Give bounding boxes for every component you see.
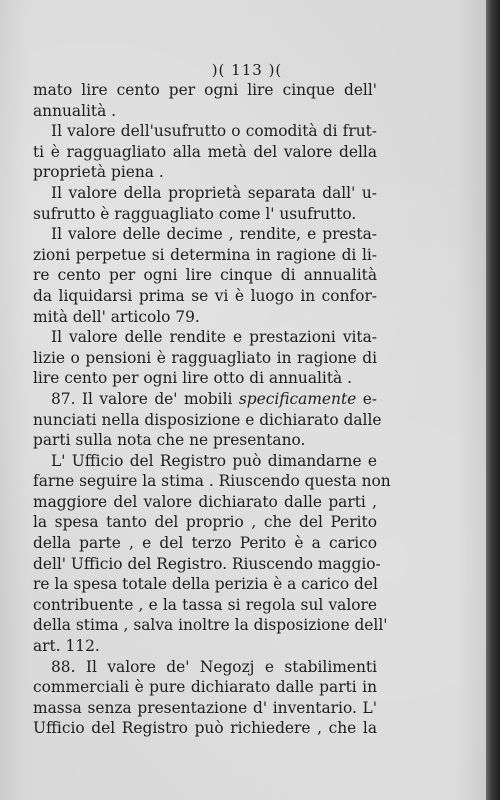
text-line-content: Il valore della proprietà separata dall' u- bbox=[51, 183, 377, 202]
text-line bbox=[33, 410, 382, 431]
text-line-content: ti è ragguagliato alla metà del valore della bbox=[33, 142, 377, 161]
text-line bbox=[33, 492, 377, 513]
text-line-content: della stima , salva inoltre la disposizione dell' bbox=[33, 616, 388, 635]
text-line-content: re la spesa totale della perizia è a carico del bbox=[33, 575, 378, 594]
text-line-content: 88. Il valore de' Negozj e stabilimenti bbox=[51, 657, 377, 676]
text-line-content: farne seguire la stima . Riuscendo questa non bbox=[33, 472, 391, 491]
text-line-content: massa senza presentazione d' inventario. L' bbox=[33, 698, 377, 717]
text-line bbox=[33, 615, 388, 636]
text-line bbox=[33, 101, 377, 122]
text-line-content: nunciati nella disposizione e dichiarato dalle bbox=[33, 410, 382, 429]
text-line bbox=[33, 718, 377, 739]
text-line bbox=[33, 80, 377, 101]
text-line-content: proprietà piena . bbox=[33, 163, 164, 182]
text-line bbox=[33, 307, 377, 328]
text-line-content: L' Ufficio del Registro può dimandarne e bbox=[51, 451, 377, 470]
text-line-content: Il valore dell'usufrutto o comodità di frut- bbox=[51, 122, 377, 141]
text-line-content: re cento per ogni lire cinque di annualità bbox=[33, 266, 377, 285]
text-line bbox=[33, 636, 377, 657]
text-line-content: parti sulla nota che ne presentano. bbox=[33, 431, 306, 450]
text-line-content: dell' Ufficio del Registro. Riuscendo maggio- bbox=[33, 554, 381, 573]
text-line-content: annualità . bbox=[33, 101, 117, 120]
text-line-content: della parte , e del terzo Perito è a carico bbox=[33, 534, 377, 553]
text-line-content: zioni perpetue si determina in ragione di li- bbox=[33, 245, 377, 264]
text-line-content: contribuente , e la tassa si regola sul valore bbox=[33, 595, 377, 614]
text-line bbox=[33, 348, 377, 369]
text-line bbox=[33, 265, 377, 286]
page-text bbox=[33, 80, 391, 739]
text-line-continuation: e- bbox=[356, 389, 377, 408]
text-line bbox=[33, 595, 377, 616]
text-line bbox=[33, 574, 377, 595]
text-line bbox=[33, 224, 377, 245]
italic-emphasis: specificamente bbox=[238, 389, 357, 408]
page-edge-shadow bbox=[486, 0, 500, 800]
text-line bbox=[33, 471, 391, 492]
text-line-content: Il valore delle decime , rendite, e presta- bbox=[51, 225, 377, 244]
text-line bbox=[33, 368, 377, 389]
text-line-content: art. 112. bbox=[33, 637, 100, 656]
text-line-content: Il valore delle rendite e prestazioni vita- bbox=[51, 328, 377, 347]
text-line bbox=[33, 554, 381, 575]
text-line bbox=[33, 677, 377, 698]
text-line bbox=[33, 245, 377, 266]
text-line bbox=[33, 286, 377, 307]
text-line bbox=[33, 533, 377, 554]
text-line-content: sufrutto è ragguagliato come l' usufrutto. bbox=[33, 204, 357, 223]
text-line-content: Ufficio del Registro può richiedere , che la bbox=[33, 719, 377, 738]
text-line-content: mato lire cento per ogni lire cinque dell' bbox=[33, 81, 377, 99]
text-line-content: commerciali è pure dichiarato dalle parti in bbox=[33, 678, 377, 697]
text-line bbox=[33, 162, 377, 183]
text-line-content: lire cento per ogni lire otto di annualità . bbox=[33, 369, 352, 388]
text-line bbox=[33, 204, 377, 225]
text-line bbox=[33, 430, 377, 451]
text-line bbox=[33, 327, 377, 348]
text-line-content: mità dell' articolo 79. bbox=[33, 307, 200, 326]
text-line bbox=[33, 183, 377, 204]
text-line bbox=[33, 451, 377, 472]
text-line bbox=[33, 657, 377, 678]
text-line-content: lizie o pensioni è ragguagliato in ragione di bbox=[33, 348, 377, 367]
text-line-content: la spesa tanto del proprio , che del Perito bbox=[33, 513, 377, 532]
text-line bbox=[33, 142, 377, 163]
text-line bbox=[33, 512, 377, 533]
text-line bbox=[33, 389, 377, 410]
text-line-content: 87. Il valore de' mobili bbox=[51, 389, 239, 408]
text-line bbox=[33, 698, 377, 719]
text-line-content: da liquidarsi prima se vi è luogo in confor- bbox=[33, 286, 377, 305]
page-number: )( 113 )( bbox=[211, 61, 283, 79]
text-line bbox=[33, 121, 377, 142]
text-line-content: maggiore del valore dichiarato dalle parti , bbox=[33, 492, 377, 511]
